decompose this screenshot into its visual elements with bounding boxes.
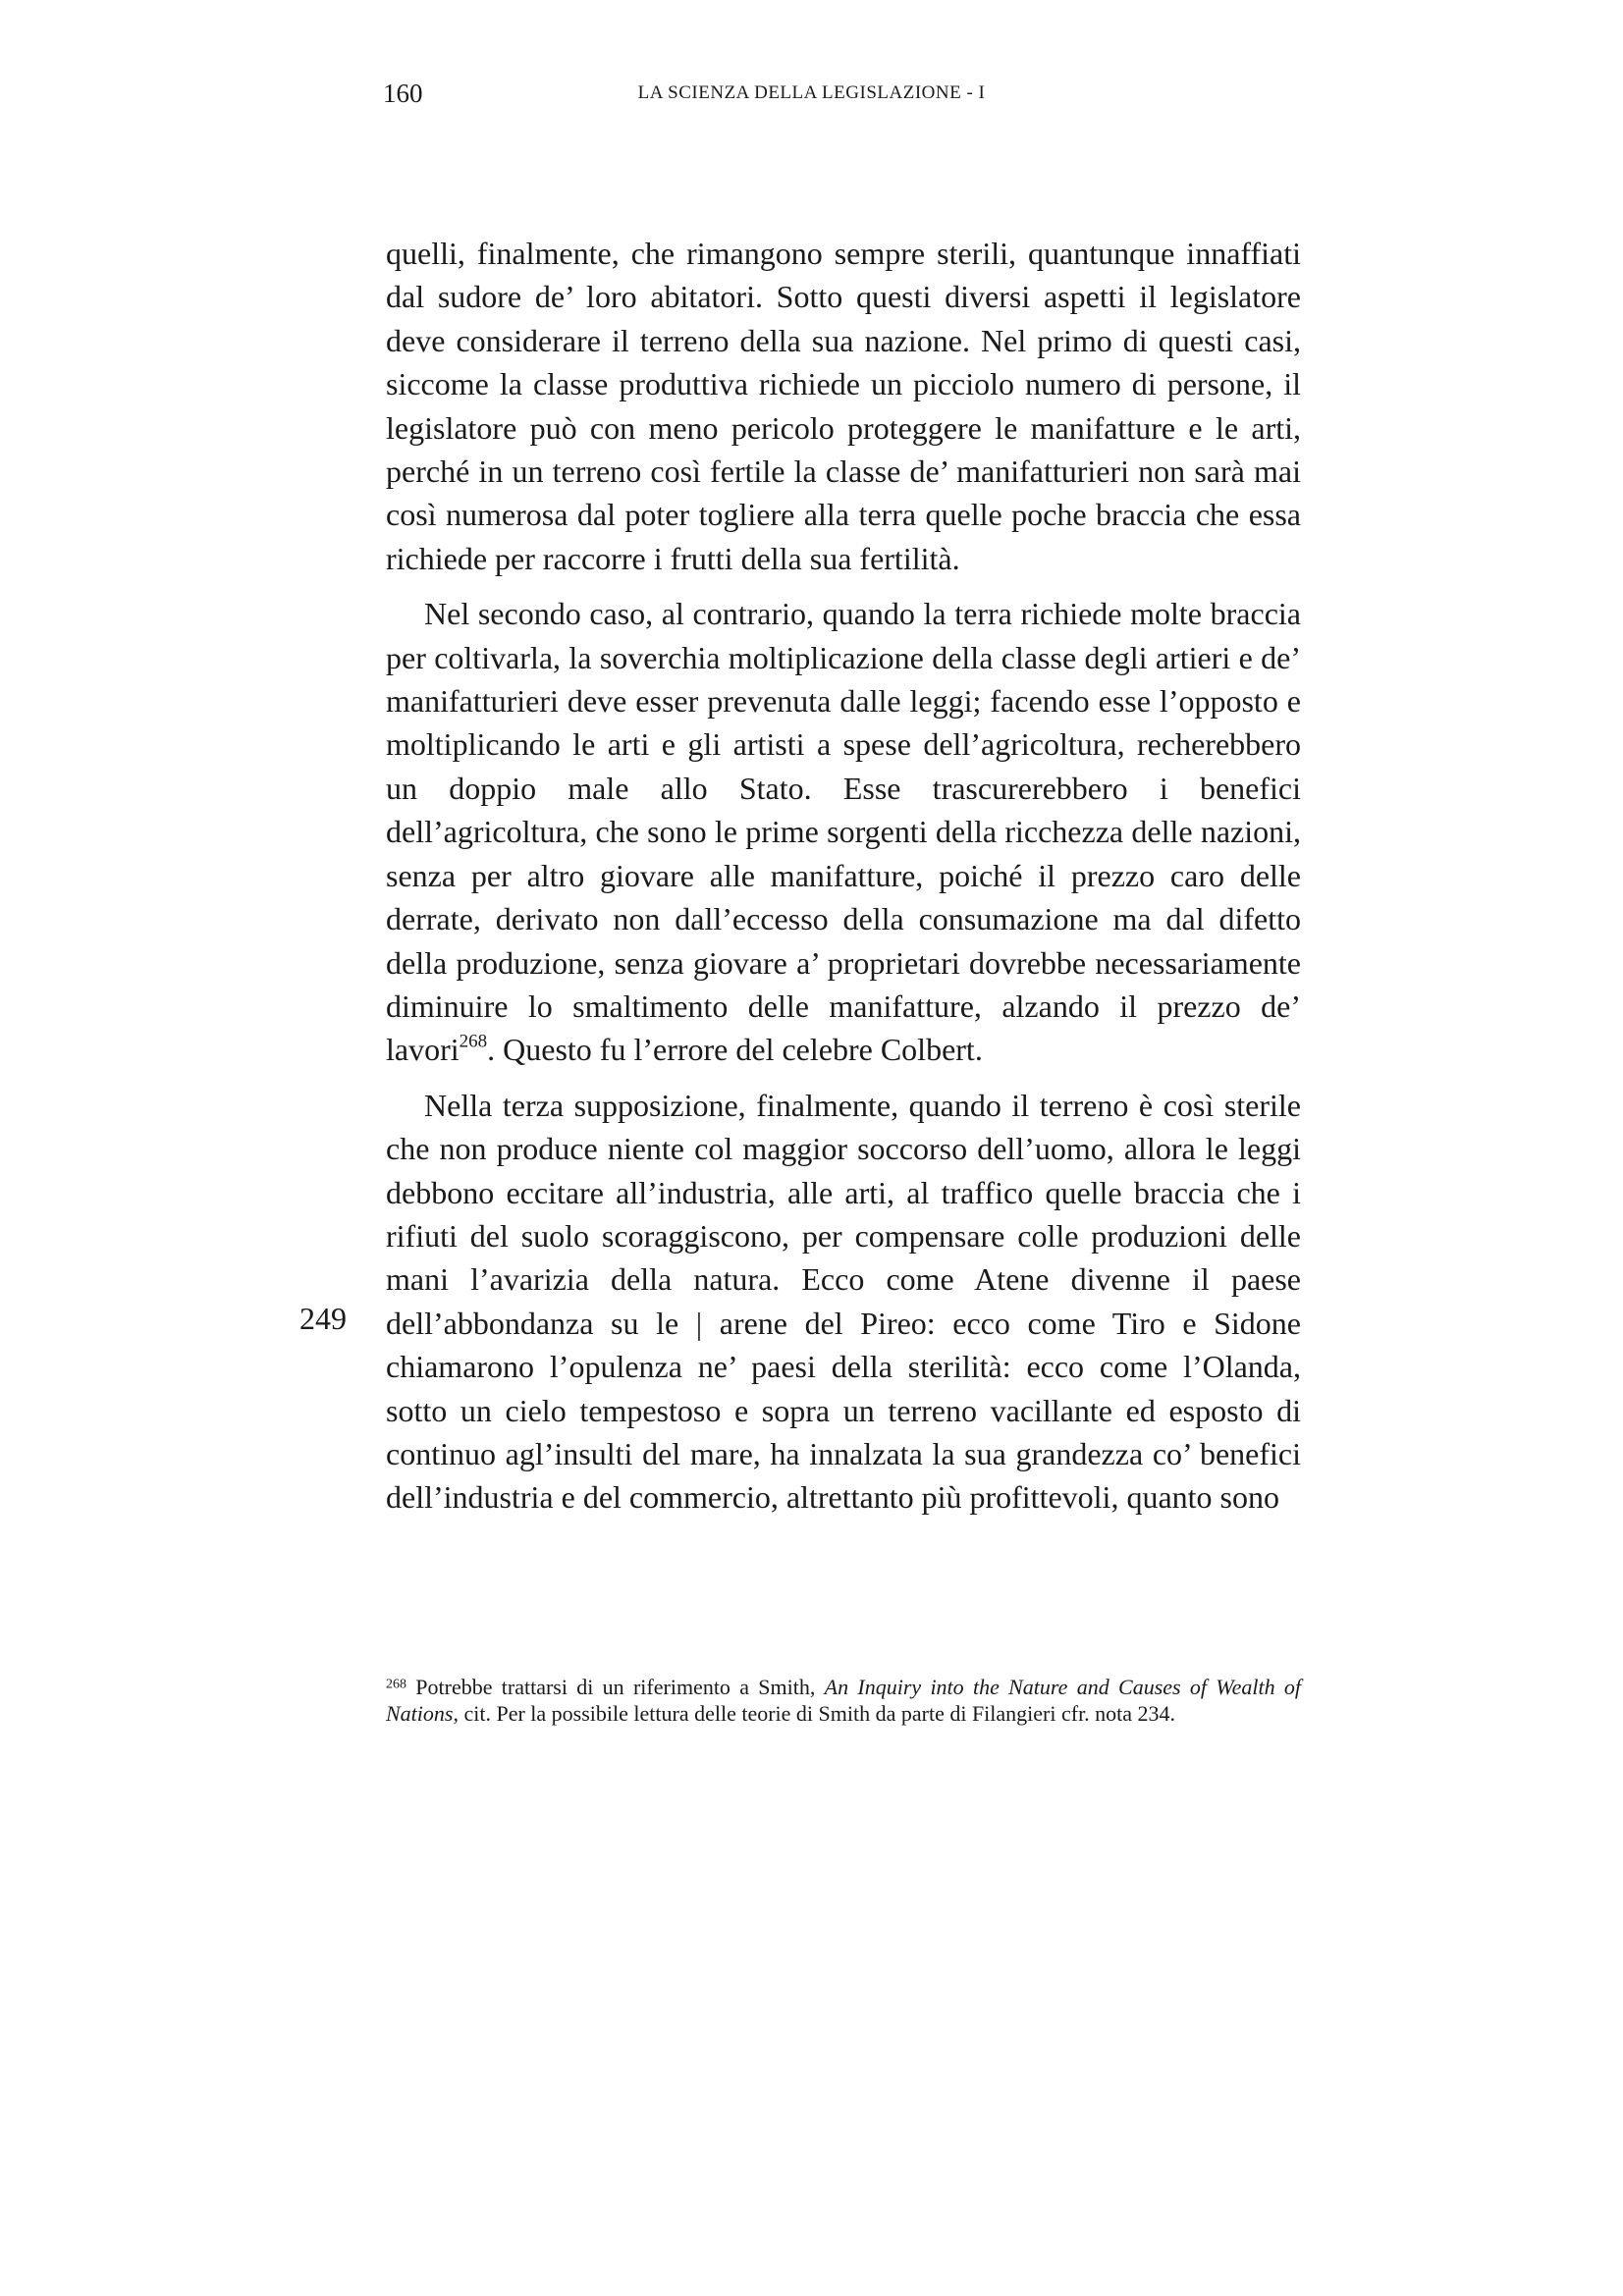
page-number: 160 (383, 79, 423, 108)
paragraph-2 (386, 592, 1301, 1071)
margin-reference: 249 (299, 1301, 347, 1336)
paragraph-2-text-end: . Questo fu l’errore del celebre Colbert. (487, 1032, 983, 1068)
footnotes (386, 1674, 1301, 1727)
running-head: LA SCIENZA DELLA LEGISLAZIONE - I (637, 82, 986, 103)
paragraph-2-text: Nel secondo caso, al contrario, quando la terra richiede molte braccia per coltivarla, la soverchia moltiplicazione della classe degli artieri e de’ manifatturieri deve esser prevenuta dalle leggi; facendo esse l’opposto e moltiplicando le arti e gli artisti a spese dell’agricoltura, recherebbero un doppio male allo Stato. Esse trascurerebbero i benefici dell’agricoltura, che sono le prime sorgenti della ricchezza delle nazioni, senza per altro giovare alle manifatture, poiché il prezzo caro delle derrate, derivato non dall’eccesso della consumazione ma dal difetto della produzione, senza giovare a’ proprietari dovrebbe necessariamente diminuire lo smaltimento delle manifatture, alzando il prezzo de’ lavori (386, 596, 1301, 1068)
paragraph-3 (386, 1084, 1301, 1520)
paragraph-1-text: quelli, finalmente, che rimangono sempre sterili, quantunque innaffiati dal sudore de’ loro abitatori. Sotto questi diversi aspetti il legislatore deve considerare il terreno della sua nazione. Nel primo di questi casi, siccome la classe produttiva richiede un picciolo numero di persone, il legislatore può con meno pericolo proteggere le manifatture e le arti, perché in un terreno così fertile la classe de’ manifatturieri non sarà mai così numerosa dal poter togliere alla terra quelle poche braccia che essa richiede per raccorre i frutti della sua fertilità. (386, 236, 1301, 576)
footnote-reference: 268 (459, 1032, 488, 1053)
footnote-text-end: , cit. Per la possibile lettura delle teorie di Smith da parte di Filangieri cfr. nota 234. (453, 1701, 1176, 1726)
body-text (386, 232, 1301, 1520)
footnote-268 (386, 1674, 1301, 1727)
paragraph-3-text: Nella terza supposizione, finalmente, quando il terreno è così sterile che non produce niente col maggior soccorso dell’uomo, allora le leggi debbono eccitare all’industria, alle arti, al traffico quelle braccia che i rifiuti del suolo scoraggiscono, per compensare colle produzioni delle mani l’avarizia della natura. Ecco come Atene divenne il paese dell’abbondanza su le | arene del Pireo: ecco come Tiro e Sidone chiamarono l’opulenza ne’ paesi della sterilità: ecco come l’Olanda, sotto un cielo tempestoso e sopra un terreno vacillante ed esposto di continuo agl’insulti del mare, ha innalzata la sua grandezza co’ benefici dell’industria e del commercio, altrettanto più profittevoli, quanto sono (386, 1087, 1301, 1516)
paragraph-1 (386, 232, 1301, 580)
footnote-number: 268 (386, 1677, 406, 1692)
footnote-text-start: Potrebbe trattarsi di un riferimento a Smith, (406, 1675, 825, 1699)
footnote-cited-title: An Inquiry into the Nature and Causes of Wealth of Nations (386, 1675, 1301, 1726)
